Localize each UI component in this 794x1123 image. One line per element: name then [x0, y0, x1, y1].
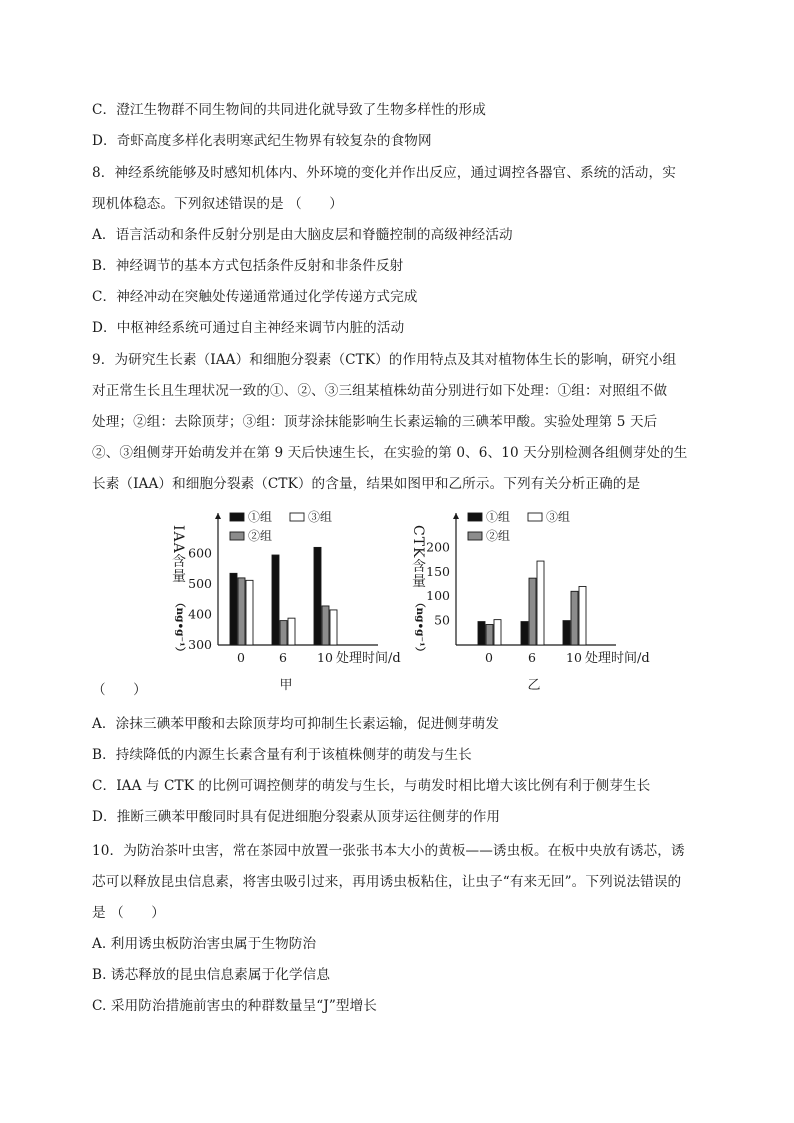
legend-swatch-1-1 [468, 532, 482, 540]
option-8b: B．神经调节的基本方式包括条件反射和非条件反射 [92, 258, 404, 274]
bar-0-0-2 [314, 547, 321, 645]
question-9-answer-blank: （ ） [92, 682, 147, 698]
chart-caption-0: 甲 [279, 678, 293, 693]
option-10a: A. 利用诱虫板防治害虫属于生物防治 [92, 936, 317, 952]
question-10-stem-line-3: 是 （ ） [92, 905, 165, 921]
figure-iaa-ctk-charts [150, 505, 670, 695]
y-tick-label-0-3: 600 [188, 545, 212, 561]
question-10-stem-line-2: 芯可以释放昆虫信息素，将害虫吸引过来，再用诱虫板粘住，让虫子“有来无回”。下列说法错误的 [92, 874, 682, 890]
legend-label-0-0: ①组 [248, 510, 273, 524]
y-tick-label-1-0: 50 [434, 612, 450, 628]
bar-0-0-0 [230, 573, 237, 645]
question-9-stem-line-1: 9．为研究生长素（IAA）和细胞分裂素（CTK）的作用特点及其对植物体生长的影响，研究小组 [92, 352, 677, 368]
legend-label-1-0: ①组 [486, 510, 511, 524]
option-9a: A．涂抹三碘苯甲酸和去除顶芽均可抑制生长素运输，促进侧芽萌发 [92, 716, 500, 732]
legend-label-0-1: ②组 [248, 529, 273, 543]
option-7d: D．奇虾高度多样化表明寒武纪生物界有较复杂的食物网 [92, 133, 432, 149]
bar-0-2-0 [246, 580, 253, 645]
bar-1-2-0 [494, 620, 501, 645]
legend-swatch-0-2 [290, 513, 304, 521]
option-10c: C. 采用防治措施前害虫的种群数量呈“J”型增长 [92, 998, 377, 1014]
legend-label-1-1: ②组 [486, 529, 511, 543]
question-8-stem-line-1: 8．神经系统能够及时感知机体内、外环境的变化并作出反应，通过调控各器官、系统的活动，实 [92, 165, 676, 181]
y-tick-label-0-0: 300 [188, 637, 212, 652]
question-10-stem-line-1: 10．为防治茶叶虫害，常在茶园中放置一张张书本大小的黄板——诱虫板。在板中央放有诱芯，诱 [92, 843, 685, 859]
y-axis-unit-1: （ng•g⁻¹） [414, 597, 426, 658]
bar-1-2-1 [537, 561, 544, 645]
bar-1-2-2 [579, 586, 586, 645]
bar-0-1-2 [322, 606, 329, 645]
bar-0-2-1 [288, 618, 295, 645]
bar-0-1-1 [280, 621, 287, 645]
option-10b: B. 诱芯释放的昆虫信息素属于化学信息 [92, 967, 331, 983]
x-axis-label-0: 处理时间/d [336, 651, 401, 666]
x-tick-label-0-0: 0 [237, 650, 245, 665]
option-8c: C．神经冲动在突触处传递通常通过化学传递方式完成 [92, 289, 418, 305]
bar-1-1-0 [486, 625, 493, 645]
bar-0-0-1 [272, 555, 279, 645]
y-tick-label-1-2: 150 [426, 563, 450, 579]
option-8d: D．中枢神经系统可通过自主神经来调节内脏的活动 [92, 320, 405, 336]
x-tick-label-1-0: 0 [485, 650, 493, 665]
bar-0-2-2 [330, 610, 337, 645]
question-9-stem-line-3: 处理；②组：去除顶芽；③组：顶芽涂抹能影响生长素运输的三碘苯甲酸。实验处理第 5 天后 [92, 414, 658, 430]
y-axis-arrow-0 [215, 513, 221, 519]
bar-charts [150, 505, 670, 695]
x-axis-label-1: 处理时间/d [585, 651, 650, 666]
y-axis-arrow-1 [453, 513, 459, 519]
legend-label-0-2: ③组 [308, 510, 333, 524]
option-9b: B．持续降低的内源生长素含量有利于该植株侧芽的萌发与生长 [92, 747, 472, 763]
bar-1-0-1 [521, 622, 528, 645]
bar-1-0-2 [563, 621, 570, 645]
legend-swatch-1-0 [468, 513, 482, 521]
y-tick-label-1-1: 100 [426, 588, 450, 604]
legend-swatch-0-0 [230, 513, 244, 521]
y-axis-label-1: CTK含量 [410, 525, 426, 589]
option-9d: D．推断三碘苯甲酸同时具有促进细胞分裂素从顶芽运往侧芽的作用 [92, 809, 501, 825]
bar-1-0-0 [478, 622, 485, 645]
y-tick-label-1-3: 200 [426, 539, 450, 555]
chart-caption-1: 乙 [527, 678, 541, 693]
x-tick-label-0-2: 10 [317, 650, 333, 665]
legend-swatch-0-1 [230, 532, 244, 540]
question-9-stem-line-5: 长素（IAA）和细胞分裂素（CTK）的含量，结果如图甲和乙所示。下列有关分析正确的是 [92, 476, 641, 492]
bar-0-1-0 [238, 578, 245, 645]
y-tick-label-0-1: 400 [188, 606, 212, 622]
x-tick-label-1-2: 10 [566, 650, 582, 665]
option-8a: A．语言活动和条件反射分别是由大脑皮层和脊髓控制的高级神经活动 [92, 227, 513, 243]
bar-1-1-1 [529, 578, 536, 645]
legend-label-1-2: ③组 [546, 510, 571, 524]
question-9-stem-line-2: 对正常生长且生理状况一致的①、②、③三组某植株幼苗分别进行如下处理：①组：对照组不做 [92, 383, 668, 399]
x-tick-label-1-1: 6 [528, 650, 536, 665]
option-7c: C．澄江生物群不同生物间的共同进化就导致了生物多样性的形成 [92, 102, 486, 118]
y-tick-label-0-2: 500 [188, 576, 212, 591]
y-axis-unit-0: （ng•g⁻¹） [174, 597, 186, 658]
option-9c: C．IAA 与 CTK 的比例可调控侧芽的萌发与生长，与萌发时相比增大该比例有利于侧芽生长 [92, 778, 651, 794]
bar-1-1-2 [571, 591, 578, 645]
x-tick-label-0-1: 6 [279, 650, 287, 665]
legend-swatch-1-2 [528, 513, 542, 521]
question-9-stem-line-4: ②、③组侧芽开始萌发并在第 9 天后快速生长，在实验的第 0、6、10 天分别检测各组侧芽处的生 [92, 445, 688, 461]
question-8-stem-line-2: 现机体稳态。下列叙述错误的是 （ ） [92, 196, 343, 212]
y-axis-label-0: IAA含量 [170, 525, 186, 584]
